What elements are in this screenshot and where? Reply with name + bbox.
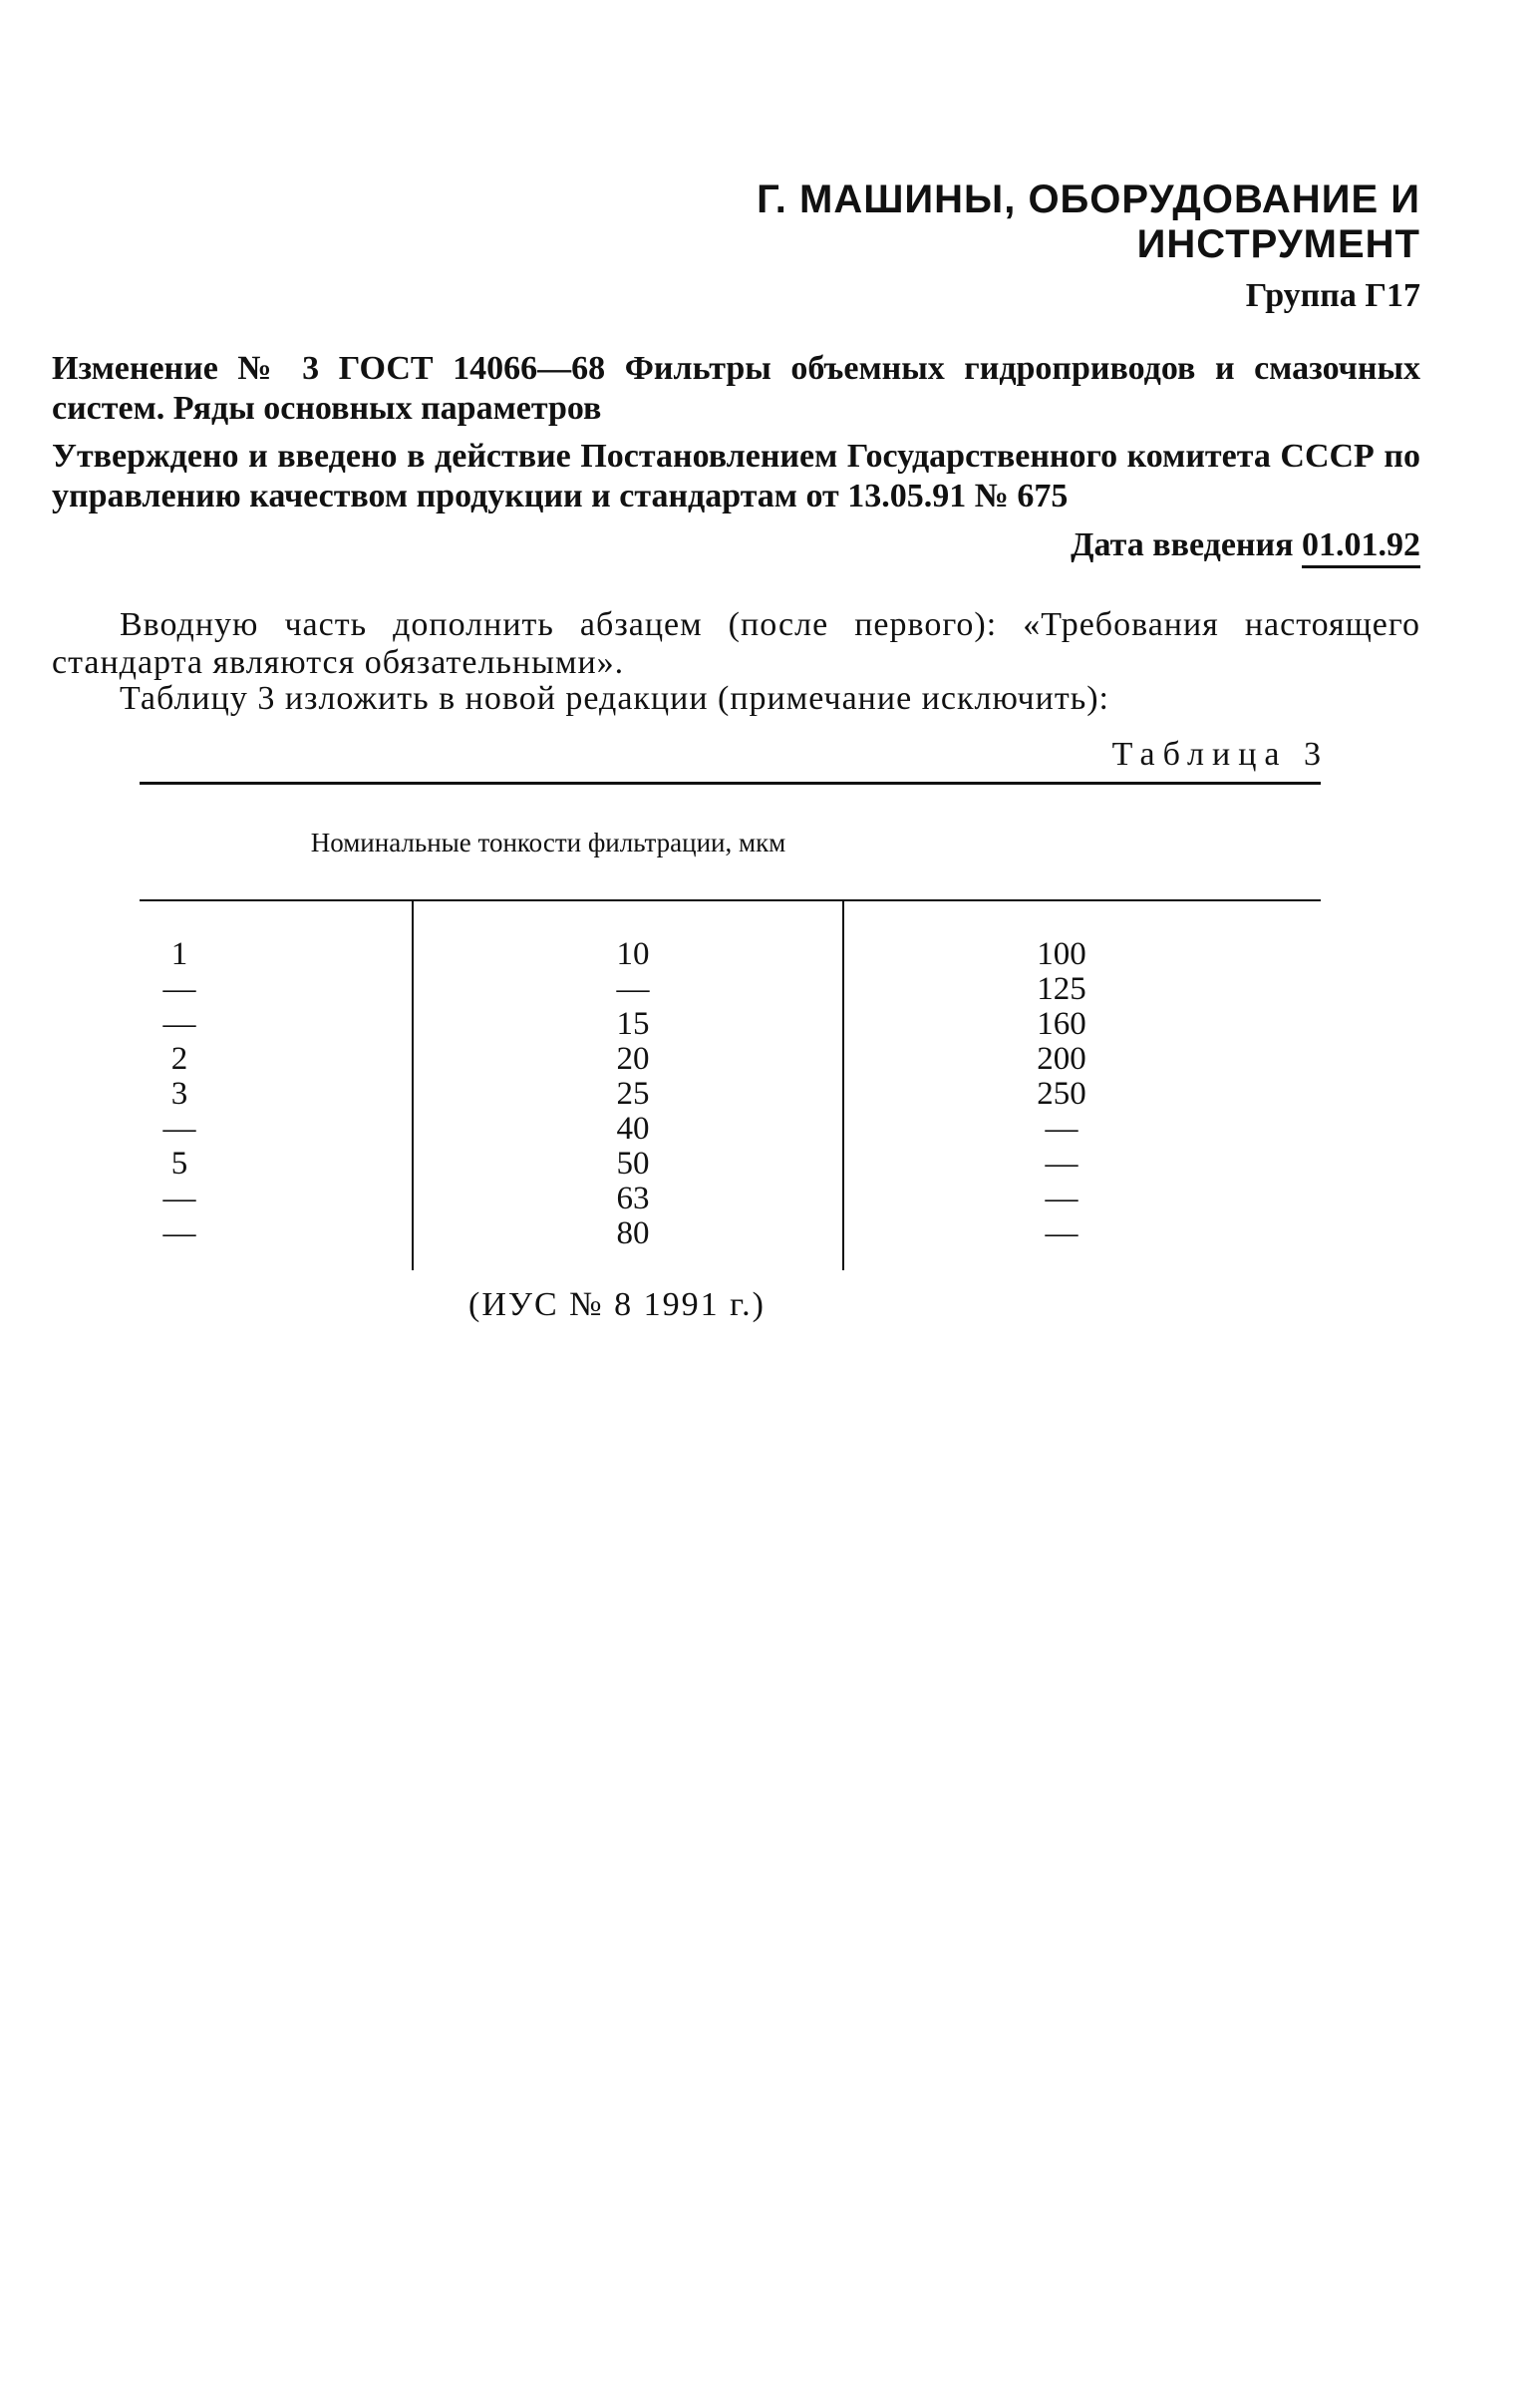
table-cell: 125 bbox=[1037, 971, 1086, 1007]
source-reference: (ИУС № 8 1991 г.) bbox=[468, 1286, 766, 1323]
table-cell: 50 bbox=[616, 1146, 650, 1182]
table-cell: 20 bbox=[616, 1041, 650, 1077]
table-cell: 2 bbox=[170, 1041, 188, 1077]
table-column-divider bbox=[842, 901, 844, 1270]
introduction-date-value: 01.01.92 bbox=[1302, 526, 1420, 568]
table-header-rule bbox=[140, 899, 1321, 901]
table-column-divider bbox=[412, 901, 414, 1270]
table-cell: 1 bbox=[170, 936, 188, 972]
table-cell: — bbox=[162, 1215, 196, 1251]
table-cell: — bbox=[1045, 1111, 1078, 1147]
table-cell: 100 bbox=[1037, 936, 1086, 972]
table-cell: — bbox=[162, 971, 196, 1007]
table-cell: 25 bbox=[616, 1076, 650, 1112]
table-column-2 bbox=[558, 937, 708, 1251]
table-cell: 63 bbox=[616, 1181, 650, 1216]
table-cell: 250 bbox=[1037, 1076, 1086, 1112]
table-cell: — bbox=[162, 1006, 196, 1042]
approval-statement: Утверждено и введено в действие Постановлением Государственного комитета СССР по управлению качеством продукции и стандартам от 13.05.91 № 675 bbox=[52, 438, 1420, 514]
table-cell: 40 bbox=[616, 1111, 650, 1147]
table-cell: — bbox=[162, 1111, 196, 1147]
table-label: Таблица 3 bbox=[1111, 736, 1329, 773]
table-cell: 15 bbox=[616, 1006, 650, 1042]
table-column-1 bbox=[140, 937, 219, 1251]
paragraph-table-revision: Таблицу 3 изложить в новой редакции (примечание исключить): bbox=[120, 680, 1109, 717]
table-header: Номинальные тонкости фильтрации, мкм bbox=[310, 828, 786, 857]
table-cell: 200 bbox=[1037, 1041, 1086, 1077]
table-cell: — bbox=[1045, 1146, 1078, 1182]
table-cell: 80 bbox=[616, 1215, 650, 1251]
section-heading: Г. МАШИНЫ, ОБОРУДОВАНИЕ И ИНСТРУМЕНТ bbox=[757, 177, 1420, 266]
table-cell: 160 bbox=[1037, 1006, 1086, 1042]
group-label: Группа Г17 bbox=[1245, 277, 1420, 314]
table-column-3 bbox=[987, 937, 1136, 1251]
table-cell: 5 bbox=[170, 1146, 188, 1182]
table-cell: 3 bbox=[170, 1076, 188, 1112]
table-cell: — bbox=[616, 971, 650, 1007]
table-cell: — bbox=[1045, 1215, 1078, 1251]
paragraph-intro-addition: Вводную часть дополнить абзацем (после первого): «Требования настоящего стандарта являются обязательными». bbox=[52, 606, 1420, 681]
table-cell: 10 bbox=[616, 936, 650, 972]
table-top-rule bbox=[140, 782, 1321, 785]
table-cell: — bbox=[162, 1181, 196, 1216]
table-cell: — bbox=[1045, 1181, 1078, 1216]
change-title: Изменение № 3 ГОСТ 14066—68 Фильтры объемных гидроприводов и смазочных систем. Ряды основных параметров bbox=[52, 350, 1420, 427]
introduction-date bbox=[1071, 526, 1420, 564]
introduction-date-label: Дата введения bbox=[1071, 526, 1294, 563]
